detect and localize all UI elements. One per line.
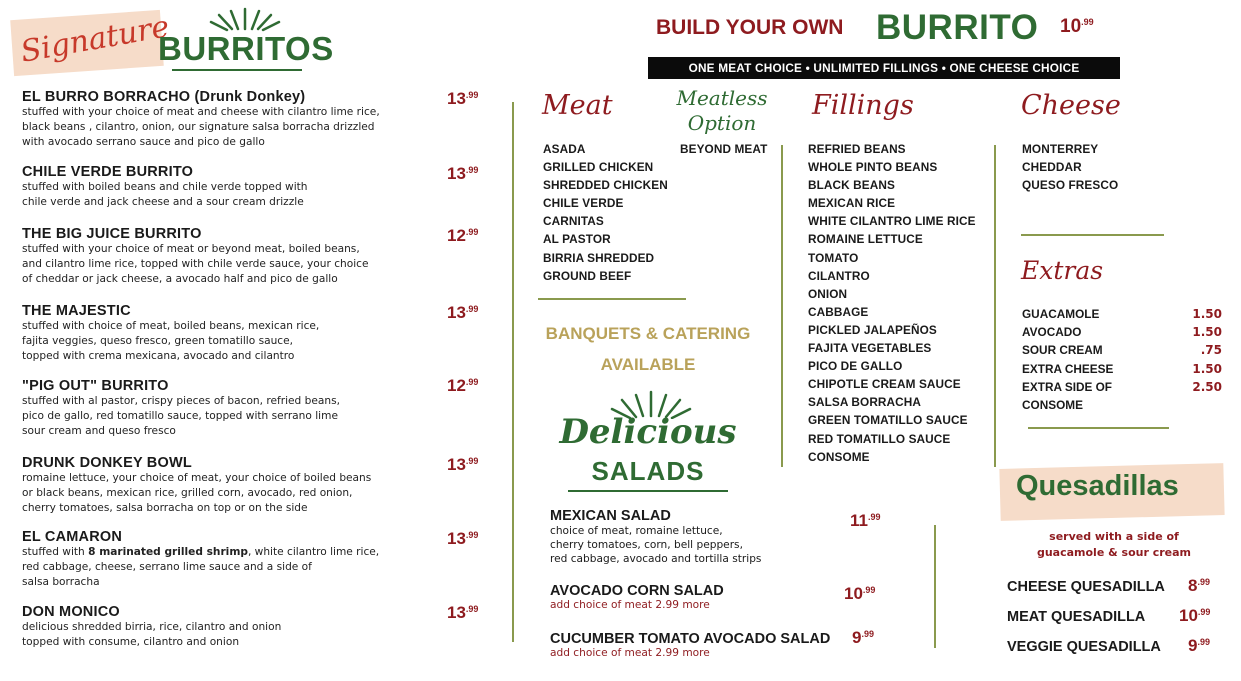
list-item: MONTERREY xyxy=(1022,142,1099,156)
item-desc-line: topped with crema mexicana, avocado and cilantro xyxy=(22,350,295,362)
list-item: RED TOMATILLO SAUCE xyxy=(808,431,951,446)
list-item: ONION xyxy=(808,286,848,301)
build-prefix: BUILD YOUR OWN xyxy=(656,16,844,39)
column-divider xyxy=(781,145,783,467)
quesadillas-title: Quesadillas xyxy=(1016,470,1179,502)
item-name: CHILE VERDE BURRITO xyxy=(22,164,194,180)
item-desc-line: cherry tomatoes, salsa borracha on top or on the side xyxy=(22,502,308,514)
list-item: PICO DE GALLO xyxy=(808,359,903,374)
item-price: $10^{.99}$ xyxy=(1179,606,1211,625)
item-desc-line: red cabbage, cheese, serrano lime sauce and a side of xyxy=(22,561,312,573)
list-item: BIRRIA SHREDDED xyxy=(543,250,655,265)
fillings-list xyxy=(808,140,976,466)
item-sub: add choice of meat 2.99 more xyxy=(550,599,710,611)
list-item: BLACK BEANS xyxy=(808,178,895,193)
cheese-list xyxy=(1022,140,1118,194)
extras-heading: Extras xyxy=(1021,256,1104,285)
item-desc-line: topped with consume, cilantro and onion xyxy=(22,636,240,648)
build-price: $10^{.99}$ xyxy=(1060,16,1094,37)
item-price: $9^{.99}$ xyxy=(1188,636,1210,655)
item-price: $13^{.99}$ xyxy=(447,455,479,474)
list-item: TOMATO xyxy=(808,250,859,265)
item-desc-line: chile verde and jack cheese and a sour cream drizzle xyxy=(22,196,304,208)
extras-row: SOUR CREAM .75 xyxy=(1022,343,1222,358)
cheese-heading: Cheese xyxy=(1021,90,1121,121)
list-item: AL PASTOR xyxy=(543,232,611,247)
menu-item xyxy=(22,89,452,150)
salads-logo-script: Delicious xyxy=(559,412,737,452)
item-price: $11^{.99}$ xyxy=(850,511,881,530)
item-price: $9^{.99}$ xyxy=(852,628,874,647)
build-rules-bar: ONE MEAT CHOICE • UNLIMITED FILLINGS • ONE CHEESE CHOICE xyxy=(648,57,1120,79)
list-item: BEYOND MEAT xyxy=(680,142,768,156)
extras-row: EXTRA CHEESE 1.50 xyxy=(1022,361,1222,376)
meatless-heading: Meatless Option xyxy=(676,86,768,135)
item-price: $12^{.99}$ xyxy=(447,376,479,395)
item-desc-line: or black beans, mexican rice, grilled corn, avocado, red onion, xyxy=(22,487,353,499)
extras-list xyxy=(1022,305,1222,414)
item-price: $8^{.99}$ xyxy=(1188,576,1210,595)
salads-logo-title: SALADS xyxy=(591,456,705,486)
extras-row: GUACAMOLE 1.50 xyxy=(1022,307,1222,321)
list-item: SHREDDED CHICKEN xyxy=(543,178,668,193)
menu-item xyxy=(22,529,452,590)
list-item: PICKLED JALAPEÑOS xyxy=(808,322,937,337)
quesadilla-item-name: CHEESE QUESADILLA xyxy=(1007,579,1165,595)
item-desc-line: and cilantro lime rice, topped with chile verde sauce, your choice xyxy=(22,258,369,270)
column-divider xyxy=(994,145,996,467)
menu-item xyxy=(22,164,452,210)
item-price: $13^{.99}$ xyxy=(447,529,479,548)
salad-item xyxy=(550,508,850,566)
list-item: CHIPOTLE CREAM SAUCE xyxy=(808,377,961,392)
list-item: GREEN TOMATILLO SAUCE xyxy=(808,413,968,428)
signature-underline xyxy=(172,69,302,71)
item-price: $13^{.99}$ xyxy=(447,303,479,322)
menu-item xyxy=(22,378,452,439)
item-price: $10^{.99}$ xyxy=(844,584,876,603)
menu-item xyxy=(22,604,452,650)
item-desc-line: stuffed with 8 marinated grilled shrimp, white cilantro lime rice, xyxy=(22,546,380,558)
quesadilla-item-name: MEAT QUESADILLA xyxy=(1007,609,1146,625)
item-desc-line: with avocado serrano sauce and pico de gallo xyxy=(22,136,265,148)
list-item: CILANTRO xyxy=(808,268,870,283)
list-item: CONSOME xyxy=(808,449,870,464)
list-item: MEXICAN RICE xyxy=(808,196,896,211)
list-item: ASADA xyxy=(543,142,586,156)
section-divider xyxy=(1021,234,1164,236)
salad-item xyxy=(550,583,850,611)
quesadilla-item-name: VEGGIE QUESADILLA xyxy=(1007,639,1161,655)
meat-heading: Meat xyxy=(542,90,613,121)
item-price: $13^{.99}$ xyxy=(447,603,479,622)
item-price: $12^{.99}$ xyxy=(447,226,479,245)
item-desc-line: salsa borracha xyxy=(22,576,100,588)
item-desc-line: black beans , cilantro, onion, our signature salsa borracha drizzled xyxy=(22,121,375,133)
item-name: MEXICAN SALAD xyxy=(550,508,671,524)
item-desc-line: stuffed with your choice of meat and cheese with cilantro lime rice, xyxy=(22,106,380,118)
item-desc-line: stuffed with al pastor, crispy pieces of bacon, refried beans, xyxy=(22,395,340,407)
item-desc-line: romaine lettuce, your choice of meat, your choice of boiled beans xyxy=(22,472,372,484)
quesadillas-subtitle: served with a side of guacamole & sour cream xyxy=(1036,530,1192,559)
item-name: AVOCADO CORN SALAD xyxy=(550,583,724,599)
sunburst-icon xyxy=(205,6,285,32)
list-item: FAJITA VEGETABLES xyxy=(808,341,932,356)
item-name: "PIG OUT" BURRITO xyxy=(22,378,169,394)
list-item: WHOLE PINTO BEANS xyxy=(808,160,938,175)
item-desc-line: delicious shredded birria, rice, cilantro and onion xyxy=(22,621,282,633)
item-desc-line: stuffed with choice of meat, boiled beans, mexican rice, xyxy=(22,320,320,332)
list-item: CABBAGE xyxy=(808,304,869,319)
item-name: DRUNK DONKEY BOWL xyxy=(22,455,192,471)
menu-item xyxy=(22,455,452,516)
list-item: QUESO FRESCO xyxy=(1022,178,1119,193)
banquets-notice: BANQUETS & CATERING AVAILABLE xyxy=(545,324,751,374)
salads-underline xyxy=(568,490,728,492)
list-item: CHEDDAR xyxy=(1022,160,1082,175)
list-item: CHILE VERDE xyxy=(543,196,624,211)
item-name: THE MAJESTIC xyxy=(22,303,131,319)
signature-script-label: Signature xyxy=(18,9,172,70)
menu-item xyxy=(22,226,452,287)
item-desc-line: choice of meat, romaine lettuce, xyxy=(550,525,723,537)
item-desc-line: of cheddar or jack cheese, a avocado half and pico de gallo xyxy=(22,273,338,285)
list-item: REFRIED BEANS xyxy=(808,142,906,156)
item-name: DON MONICO xyxy=(22,604,120,620)
list-item: CARNITAS xyxy=(543,214,604,229)
signature-title: BURRITOS xyxy=(158,30,334,67)
item-price: $13^{.99}$ xyxy=(447,89,479,108)
list-item: GROUND BEEF xyxy=(543,268,632,283)
extras-row: AVOCADO 1.50 xyxy=(1022,325,1222,340)
salad-item xyxy=(550,631,850,659)
item-desc-line: sour cream and queso fresco xyxy=(22,425,176,437)
list-item: WHITE CILANTRO LIME RICE xyxy=(808,214,976,229)
item-desc-line: red cabbage, avocado and tortilla strips xyxy=(550,553,762,565)
item-name: THE BIG JUICE BURRITO xyxy=(22,226,202,242)
item-desc-line: fajita veggies, queso fresco, green tomatillo sauce, xyxy=(22,335,294,347)
column-divider xyxy=(934,525,936,648)
section-divider xyxy=(1028,427,1169,429)
build-title: BURRITO xyxy=(876,8,1039,47)
item-desc-line: cherry tomatoes, corn, bell peppers, xyxy=(550,539,743,551)
item-name: EL BURRO BORRACHO (Drunk Donkey) xyxy=(22,89,306,105)
meat-list xyxy=(543,140,668,285)
item-desc-line: stuffed with your choice of meat or beyond meat, boiled beans, xyxy=(22,243,360,255)
item-sub: add choice of meat 2.99 more xyxy=(550,647,710,659)
list-item: SALSA BORRACHA xyxy=(808,395,922,410)
item-name: EL CAMARON xyxy=(22,529,123,545)
column-divider xyxy=(512,102,514,642)
item-price: $13^{.99}$ xyxy=(447,164,479,183)
menu-item xyxy=(22,303,452,364)
list-item: ROMAINE LETTUCE xyxy=(808,232,923,247)
item-desc-line: pico de gallo, red tomatillo sauce, topped with serrano lime xyxy=(22,410,338,422)
extras-row: EXTRA SIDE OF CONSOME 2.50 xyxy=(1022,379,1222,413)
fillings-heading: Fillings xyxy=(812,90,914,121)
item-desc-line: stuffed with boiled beans and chile verde topped with xyxy=(22,181,308,193)
item-name: CUCUMBER TOMATO AVOCADO SALAD xyxy=(550,631,831,647)
list-item: GRILLED CHICKEN xyxy=(543,160,654,175)
meatless-list xyxy=(680,140,767,158)
section-divider xyxy=(538,298,686,300)
